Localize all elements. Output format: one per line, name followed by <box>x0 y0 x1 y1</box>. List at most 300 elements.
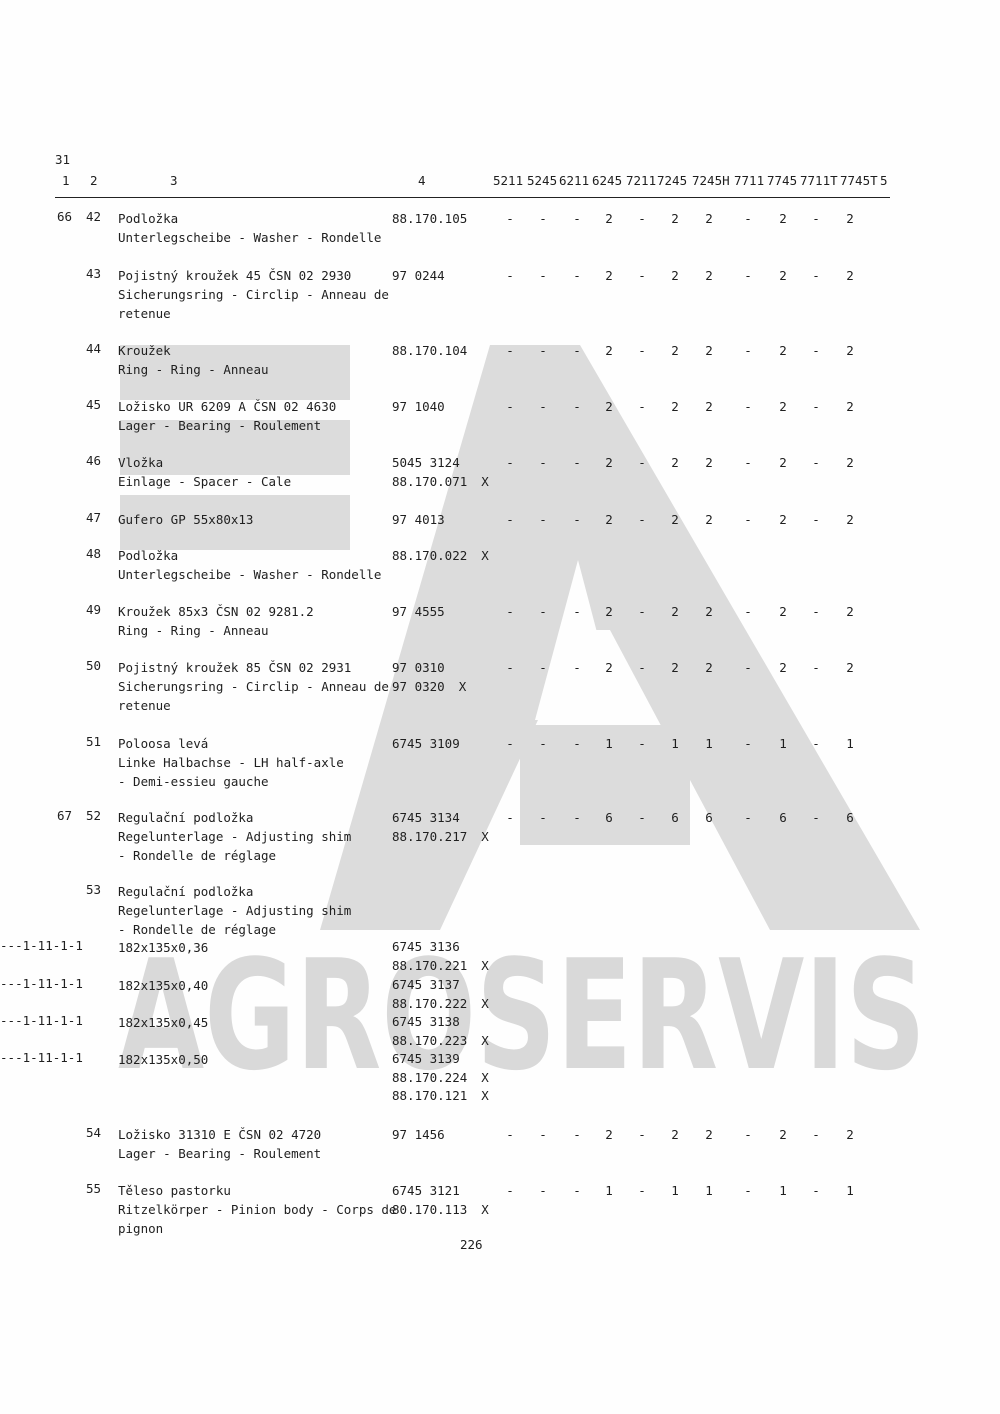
description-line: Pojistný kroužek 45 ČSN 02 2930 <box>118 268 352 283</box>
quantity-cell: 6 <box>671 810 679 825</box>
header-col4: 4 <box>418 173 426 188</box>
part-number: 88.170.224 <box>392 1069 468 1085</box>
quantity-cell: - <box>506 268 514 283</box>
position-number: 48 <box>86 546 102 561</box>
description-line: Regulační podložka <box>118 884 254 899</box>
description-line: Ritzelkörper - Pinion body - Corps de <box>118 1202 397 1217</box>
quantity-cell: 2 <box>846 604 854 619</box>
part-description <box>118 546 388 584</box>
quantity-cell: - <box>638 604 646 619</box>
part-number-line <box>392 995 489 1014</box>
quantity-cell: - <box>506 1127 514 1142</box>
quantity-cells <box>0 453 1000 472</box>
quantity-cell: 2 <box>705 660 713 675</box>
part-number-line <box>392 1050 489 1069</box>
quantity-cell: - <box>0 938 8 953</box>
description-line: Ložisko UR 6209 A ČSN 02 4630 <box>118 399 337 414</box>
part-number: 97 4555 <box>392 604 445 619</box>
quantity-cell: 2 <box>779 211 787 226</box>
position-number: 53 <box>86 882 102 897</box>
quantity-cells <box>0 341 1000 360</box>
quantity-cell: - <box>7 976 16 991</box>
quantity-cell: - <box>573 343 581 358</box>
quantity-cell: - <box>812 343 820 358</box>
quantity-cell: 1 <box>60 1013 68 1028</box>
quantity-cell: - <box>7 1050 16 1065</box>
quantity-cell: - <box>30 938 38 953</box>
part-number-line <box>392 1032 489 1051</box>
description-line: Regulační podložka <box>118 810 254 825</box>
part-number: 6745 3134 <box>392 810 460 825</box>
quantity-cell: - <box>506 660 514 675</box>
description-line: retenue <box>118 306 171 321</box>
quantity-cell: - <box>506 512 514 527</box>
quantity-cell: 1 <box>60 1050 68 1065</box>
quantity-cell: - <box>67 1013 76 1028</box>
quantity-cell: 2 <box>605 512 613 527</box>
quantity-cell: - <box>812 455 820 470</box>
quantity-cells <box>0 658 1000 677</box>
quantity-cell: - <box>638 268 646 283</box>
header-model-6: 7245H <box>692 173 730 188</box>
quantity-cell: - <box>67 976 76 991</box>
replacement-mark: X <box>481 1088 489 1103</box>
part-number: 88.170.223 <box>392 1032 468 1048</box>
quantity-cell: 2 <box>671 399 679 414</box>
quantity-cells <box>0 1181 1000 1200</box>
quantity-cell: 1 <box>45 938 53 953</box>
header-model-0: 5211 <box>493 173 524 188</box>
quantity-cell: 1 <box>45 1013 53 1028</box>
quantity-cell: - <box>573 211 581 226</box>
quantity-cell: 2 <box>671 343 679 358</box>
quantity-cell: 1 <box>37 1013 46 1028</box>
quantity-cell: 2 <box>671 660 679 675</box>
quantity-cell: - <box>638 512 646 527</box>
header-col3: 3 <box>170 173 178 188</box>
quantity-cell: 1 <box>846 736 854 751</box>
quantity-cell: 2 <box>779 399 787 414</box>
quantity-cell: - <box>638 1127 646 1142</box>
description-line: Těleso pastorku <box>118 1183 231 1198</box>
quantity-cell: 2 <box>605 268 613 283</box>
replacement-mark: X <box>481 548 489 563</box>
quantity-cell: - <box>638 1183 646 1198</box>
page-number: 226 <box>460 1237 483 1252</box>
quantity-cell: - <box>573 660 581 675</box>
part-number-line <box>392 1200 489 1219</box>
position-number: 45 <box>86 397 102 412</box>
part-numbers <box>392 1050 489 1106</box>
shim-size-row <box>0 938 1000 973</box>
part-number-line <box>392 957 489 976</box>
quantity-cell: - <box>812 1183 820 1198</box>
quantity-cell: 2 <box>846 268 854 283</box>
quantity-cell: 2 <box>705 399 713 414</box>
quantity-cell: - <box>7 938 16 953</box>
quantity-cell: - <box>638 810 646 825</box>
quantity-cell: - <box>573 1183 581 1198</box>
quantity-cell: - <box>539 810 547 825</box>
quantity-cell: - <box>506 810 514 825</box>
part-number: 97 0310 <box>392 660 445 675</box>
part-number: 97 0320 <box>392 679 445 694</box>
quantity-cell: 1 <box>22 1050 31 1065</box>
header-model-8: 7745 <box>767 173 798 188</box>
quantity-cell: - <box>0 1050 8 1065</box>
description-line: Podložka <box>118 211 179 226</box>
description-line: Unterlegscheibe - Washer - Rondelle <box>118 567 382 582</box>
quantity-cell: 2 <box>705 343 713 358</box>
part-number: 88.170.071 <box>392 474 468 489</box>
quantity-cell: - <box>506 736 514 751</box>
description-line: Gufero GP 55x80x13 <box>118 512 254 527</box>
part-number: 88.170.222 <box>392 995 468 1011</box>
position-number: 50 <box>86 658 102 673</box>
quantity-cell: - <box>539 512 547 527</box>
header-model-2: 6211 <box>559 173 590 188</box>
quantity-cell: 1 <box>22 938 31 953</box>
quantity-cell: - <box>15 938 23 953</box>
replacement-mark: X <box>458 679 467 694</box>
quantity-cell: - <box>52 1050 61 1065</box>
quantity-cell: - <box>812 211 820 226</box>
quantity-cell: 2 <box>705 455 713 470</box>
quantity-cell: 6 <box>705 810 713 825</box>
quantity-cell: - <box>539 399 547 414</box>
description-line: Lager - Bearing - Roulement <box>118 418 322 433</box>
quantity-cell: - <box>638 660 646 675</box>
quantity-cell: 1 <box>605 736 613 751</box>
quantity-cell: - <box>573 399 581 414</box>
position-number: 54 <box>86 1125 102 1140</box>
part-number: 97 1456 <box>392 1127 445 1142</box>
quantity-cell: - <box>7 1013 16 1028</box>
quantity-cell: - <box>744 399 752 414</box>
quantity-cell: 1 <box>75 1050 83 1065</box>
quantity-cell: - <box>0 1013 8 1028</box>
part-number: 6745 3139 <box>392 1051 460 1066</box>
quantity-cell: - <box>539 455 547 470</box>
part-number-line <box>392 546 489 565</box>
quantity-cell: 2 <box>705 1127 713 1142</box>
quantity-cell: 2 <box>705 268 713 283</box>
quantity-cell: 1 <box>705 736 713 751</box>
quantity-cell: 2 <box>605 399 613 414</box>
quantity-cell: - <box>744 455 752 470</box>
part-numbers <box>392 546 489 565</box>
part-number: 88.170.022 <box>392 548 468 563</box>
shim-size-row <box>0 976 1000 1011</box>
quantity-cell: 1 <box>22 1013 31 1028</box>
quantity-cell: - <box>0 976 8 991</box>
shim-size: 182x135x0,50 <box>118 1052 209 1067</box>
quantity-cells <box>0 510 1000 529</box>
quantity-cell: - <box>52 976 61 991</box>
quantity-cell: - <box>506 1183 514 1198</box>
description-line: Kroužek 85x3 ČSN 02 9281.2 <box>118 604 314 619</box>
header-model-7: 7711 <box>734 173 765 188</box>
quantity-cell: 2 <box>605 455 613 470</box>
quantity-cell: 1 <box>37 1050 46 1065</box>
header-model-3: 6245 <box>592 173 623 188</box>
quantity-cell: 2 <box>846 512 854 527</box>
description-line: Ring - Ring - Anneau <box>118 623 269 638</box>
quantity-cell: 2 <box>605 211 613 226</box>
quantity-cell: - <box>744 736 752 751</box>
quantity-cell: - <box>539 343 547 358</box>
quantity-cell: - <box>506 343 514 358</box>
quantity-cell: 2 <box>779 512 787 527</box>
header-model-4: 7211 <box>626 173 657 188</box>
description-line: Lager - Bearing - Roulement <box>118 1146 322 1161</box>
watermark-text: AGROSERVIS <box>118 927 926 1104</box>
quantity-cell: 1 <box>37 938 46 953</box>
part-description <box>118 882 388 939</box>
header-model-10: 7745T <box>840 173 878 188</box>
description-line: - Rondelle de réglage <box>118 922 277 937</box>
description-line: Pojistný kroužek 85 ČSN 02 2931 <box>118 660 352 675</box>
quantity-cell: - <box>638 736 646 751</box>
quantity-cell: - <box>539 604 547 619</box>
quantity-cell: - <box>506 211 514 226</box>
description-line: pignon <box>118 1221 164 1236</box>
quantity-cell: - <box>812 660 820 675</box>
position-number: 47 <box>86 510 102 525</box>
quantity-cell: - <box>573 604 581 619</box>
description-line: - Demi-essieu gauche <box>118 774 269 789</box>
quantity-cell: - <box>744 810 752 825</box>
quantity-cell: 2 <box>671 604 679 619</box>
quantity-cell: - <box>15 1013 23 1028</box>
quantity-cell: 2 <box>779 604 787 619</box>
quantity-cell: - <box>812 1127 820 1142</box>
quantity-cell: - <box>744 660 752 675</box>
part-number-line <box>392 472 489 491</box>
part-number: 88.170.221 <box>392 957 468 973</box>
replacement-mark: X <box>481 1069 489 1085</box>
quantity-cell: 2 <box>605 604 613 619</box>
quantity-cell: 2 <box>705 512 713 527</box>
quantity-cells <box>0 808 1000 827</box>
quantity-cell: - <box>15 1050 23 1065</box>
part-number-line <box>392 1069 489 1088</box>
quantity-cell: 1 <box>37 976 46 991</box>
quantity-cell: - <box>638 343 646 358</box>
part-number-line <box>392 827 489 846</box>
quantity-cell: 6 <box>779 810 787 825</box>
quantity-cell: 2 <box>671 1127 679 1142</box>
part-numbers <box>392 938 489 975</box>
shim-size: 182x135x0,36 <box>118 940 209 955</box>
replacement-mark: X <box>481 829 489 844</box>
quantity-cell: - <box>30 1050 38 1065</box>
quantity-cell: 1 <box>75 1013 83 1028</box>
position-number: 49 <box>86 602 102 617</box>
quantity-cells <box>0 1125 1000 1144</box>
quantity-cell: 1 <box>671 736 679 751</box>
position-number: 43 <box>86 266 102 281</box>
quantity-cell: - <box>812 512 820 527</box>
quantity-cell: 2 <box>779 660 787 675</box>
description-line: Vložka <box>118 455 164 470</box>
quantity-cell: 2 <box>605 660 613 675</box>
quantity-cell: 2 <box>779 455 787 470</box>
description-line: Ring - Ring - Anneau <box>118 362 269 377</box>
quantity-cell: 1 <box>45 1050 53 1065</box>
replacement-mark: X <box>481 474 489 489</box>
quantity-cell: 2 <box>846 1127 854 1142</box>
description-line: retenue <box>118 698 171 713</box>
quantity-cell: - <box>52 938 61 953</box>
description-line: Einlage - Spacer - Cale <box>118 474 292 489</box>
quantity-cell: 2 <box>846 455 854 470</box>
quantity-cell: - <box>638 399 646 414</box>
part-number-line <box>392 677 466 696</box>
quantity-cell: - <box>539 1183 547 1198</box>
section-number: 31 <box>55 152 71 167</box>
part-number: 97 1040 <box>392 399 445 414</box>
quantity-cell: - <box>30 976 38 991</box>
description-line: Linke Halbachse - LH half-axle <box>118 755 344 770</box>
quantity-cell: - <box>573 512 581 527</box>
quantity-cell: - <box>744 1127 752 1142</box>
quantity-cell: 2 <box>779 268 787 283</box>
quantity-cell: 1 <box>671 1183 679 1198</box>
quantity-cell: 6 <box>605 810 613 825</box>
quantity-cell: - <box>539 736 547 751</box>
quantity-cell: 2 <box>671 268 679 283</box>
quantity-cell: 2 <box>846 211 854 226</box>
quantity-cell: 1 <box>75 938 83 953</box>
quantity-cell: - <box>744 604 752 619</box>
quantity-cell: 1 <box>60 976 68 991</box>
part-numbers <box>392 976 489 1013</box>
quantity-cell: - <box>744 268 752 283</box>
description-line: Kroužek <box>118 343 171 358</box>
part-number: 6745 3121 <box>392 1183 460 1198</box>
description-line: Regelunterlage - Adjusting shim <box>118 829 352 844</box>
quantity-cell: 2 <box>605 343 613 358</box>
description-line: Ložisko 31310 E ČSN 02 4720 <box>118 1127 322 1142</box>
quantity-cell: 1 <box>22 976 31 991</box>
quantity-cell: - <box>812 736 820 751</box>
quantity-cell: - <box>67 938 76 953</box>
part-number: 88.170.217 <box>392 829 468 844</box>
quantity-cells <box>0 266 1000 285</box>
quantity-cell: 1 <box>45 976 53 991</box>
description-line: Poloosa levá <box>118 736 209 751</box>
quantity-cell: 2 <box>671 211 679 226</box>
quantity-cell: - <box>744 211 752 226</box>
position-number: 55 <box>86 1181 102 1196</box>
quantity-cell: 6 <box>846 810 854 825</box>
quantity-cell: 2 <box>605 1127 613 1142</box>
header-model-1: 5245 <box>527 173 558 188</box>
quantity-cell: - <box>573 810 581 825</box>
header-col1: 1 <box>62 173 70 188</box>
replacement-mark: X <box>481 1032 489 1048</box>
header-model-9: 7711T <box>800 173 838 188</box>
replacement-mark: X <box>481 1202 489 1217</box>
header-col5: 5 <box>880 173 888 188</box>
part-number: 97 0244 <box>392 268 445 283</box>
position-number: 46 <box>86 453 102 468</box>
part-number: 88.170.121 <box>392 1088 468 1103</box>
part-numbers <box>392 1013 489 1050</box>
quantity-cell: - <box>573 736 581 751</box>
description-line: Regelunterlage - Adjusting shim <box>118 903 352 918</box>
quantity-cell: - <box>812 399 820 414</box>
quantity-cell: 1 <box>605 1183 613 1198</box>
shim-size: 182x135x0,45 <box>118 1015 209 1030</box>
part-number: 88.170.105 <box>392 211 468 226</box>
quantity-cell: - <box>539 268 547 283</box>
quantity-cell: 2 <box>846 660 854 675</box>
quantity-cell: - <box>30 1013 38 1028</box>
quantity-cell: 1 <box>779 1183 787 1198</box>
part-number: 97 4013 <box>392 512 445 527</box>
quantity-cell: - <box>52 1013 61 1028</box>
quantity-cells <box>0 397 1000 416</box>
quantity-cell: - <box>539 211 547 226</box>
part-number: 80.170.113 <box>392 1202 468 1217</box>
replacement-mark: X <box>481 957 489 973</box>
quantity-cell: - <box>539 1127 547 1142</box>
quantity-cell: 1 <box>705 1183 713 1198</box>
quantity-cell: - <box>573 455 581 470</box>
quantity-cell: 2 <box>705 211 713 226</box>
description-line: Unterlegscheibe - Washer - Rondelle <box>118 230 382 245</box>
part-number-line <box>392 1087 489 1106</box>
quantity-cell: 2 <box>671 512 679 527</box>
description-line: Podložka <box>118 548 179 563</box>
replacement-mark: X <box>481 995 489 1011</box>
quantity-cell: - <box>812 268 820 283</box>
part-number: 5045 3124 <box>392 455 460 470</box>
quantity-cell: 2 <box>846 399 854 414</box>
quantity-cell: 2 <box>705 604 713 619</box>
part-number: 6745 3137 <box>392 977 460 992</box>
quantity-cell: 2 <box>779 1127 787 1142</box>
position-number: 52 <box>86 808 102 823</box>
quantity-cell: - <box>506 455 514 470</box>
quantity-cell: 1 <box>779 736 787 751</box>
quantity-cell: 1 <box>75 976 83 991</box>
quantity-cell: - <box>744 1183 752 1198</box>
description-line: Sicherungsring - Circlip - Anneau de <box>118 679 389 694</box>
quantity-cell: 2 <box>779 343 787 358</box>
part-number-line <box>392 1013 489 1032</box>
figure-number: 66 <box>57 209 73 224</box>
shim-size-row <box>0 1050 1000 1103</box>
description-line: Sicherungsring - Circlip - Anneau de <box>118 287 389 302</box>
part-number: 88.170.104 <box>392 343 468 358</box>
quantity-cell: - <box>506 604 514 619</box>
quantity-cell: - <box>539 660 547 675</box>
part-number-line <box>392 976 489 995</box>
quantity-cell: - <box>506 399 514 414</box>
header-model-5: 7245 <box>657 173 688 188</box>
quantity-cell: - <box>638 211 646 226</box>
quantity-cell: 2 <box>846 343 854 358</box>
quantity-cell: - <box>573 1127 581 1142</box>
quantity-cell: - <box>67 1050 76 1065</box>
shim-size: 182x135x0,40 <box>118 978 209 993</box>
quantity-cell: - <box>638 455 646 470</box>
part-number-line <box>392 938 489 957</box>
position-number: 42 <box>86 209 102 224</box>
